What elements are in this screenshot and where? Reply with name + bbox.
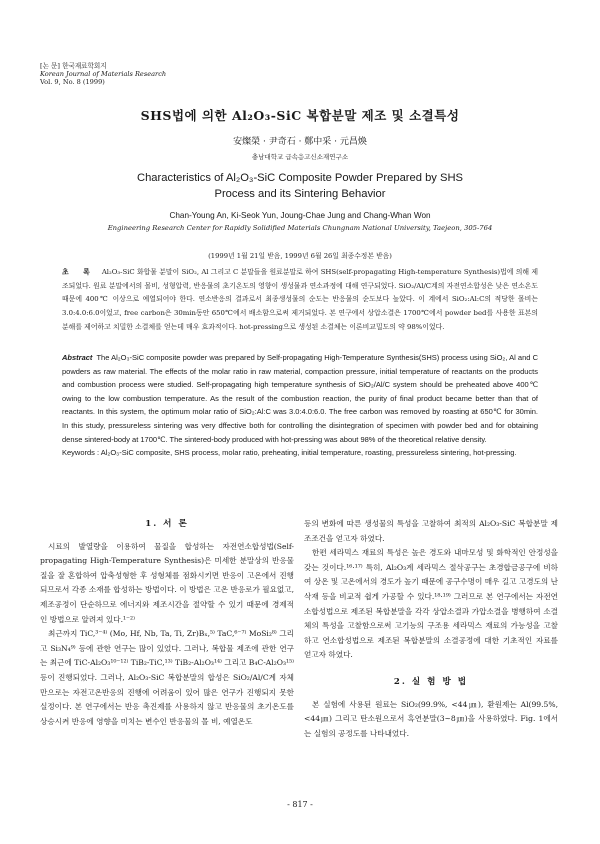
journal-header [40,62,166,87]
keywords: Keywords : Al₂O₃-SiC composite, SHS process, molar ratio, preheating, initial temperature, roasting, pressureless sintering, hot-pressing. [62,448,517,458]
abstract-english-label: Abstract [62,353,93,362]
title-english [0,170,600,202]
paragraph: 최근까지 TiC,³⁻⁴⁾ (Mo, Hf, Nb, Ta, Ti, Zr)Bₓ,⁵⁾ TaC,⁶⁻⁷⁾ MoSi₂⁸⁾ 그리고 Si₃N₄⁹⁾ 등에 관한 연구는 많이 있었다. 그러나, 복합물 제조에 관한 연구는 최근에 TiC-Al₂O₃¹⁰⁻¹²⁾ TiB₂-TiC,¹³⁾ TiB₂-Al₂O₃¹⁴⁾ 그리고 B₄C-Al₂O₃¹⁵⁾ 등이 진행되었다. 그러나, Al₂O₃-SiC 복합분말의 합성은 SiO₂/Al/C계 자체만으로는 자전고온반응의 진행에 어려움이 있어 많은 연구가 진행되지 못한 실정이다. 본 연구에서는 반응 촉진제를 사용하지 않고 반응물의 초기온도를 상승시켜 반응에 영향을 미치는 변수인 반응물의 몰 비, 예열온도 [40,629,294,726]
title-korean: SHS법에 의한 Al₂O₃-SiC 복합분말 제조 및 소결특성 [140,108,460,123]
authors-english: Chan-Young An, Ki-Seok Yun, Joung-Chae Jung and Chang-Whan Won [169,211,431,220]
abstract-korean-text: Al₂O₃-SiC 화합물 분말이 SiO₂, Al 그리고 C 분말들을 원료분말로 하여 SHS(self-propagating High-temperature Synthesis)법에 의해 제조되었다. 원료 분말에서의 몰비, 성형압력, 반응물의 초기온도의 영향이 생성물과 연소과정에 대해 연구되었다. SiO₂/Al/C계의 자전연소합성은 낮은 연소온도 때문에 400℃ 이상으로 예열되어야 한다. 연소반응의 결과로서 최종생성물의 순도는 반응물의 순도보다 높았다. 이 계에서 SiO₂:Al:C의 적당한 몰비는 3.0:4.0:6.0이었고, free carbon은 30min동안 650℃에서 배소함으로써 제거되었다. 본 연구에서 상압소결은 1700℃에서 powder bed를 사용한 표본의 분해를 제어하고 치밀한 소결체를 얻는데 매우 효과적이다. hot-pressing으로 생성된 소결체는 이론비교밀도의 약 98%이었다. [62,268,538,331]
abstract-korean [62,266,538,335]
paragraph: 등의 변화에 따른 생성물의 특성을 고찰하여 최적의 Al₂O₃-SiC 복합분말 제조조건을 얻고자 하였다. [304,519,558,543]
paragraph: 본 실험에 사용된 원료는 SiO₂(99.9%, <44㎛), 환원제는 Al(99.5%, <44㎛) 그리고 탄소원으로서 흑연분말(3~8㎛)을 사용하였다. Fig. 1에서는 실험의 공정도를 나타내었다. [304,699,558,738]
paragraph: 한편 세라믹스 재료의 특성은 높은 경도와 내마모성 및 화학적인 안정성을 갖는 것이다.¹⁶·¹⁷⁾ 특히, Al₂O₃계 세라믹스 절삭공구는 초경합금공구에 비하여 상온 및 고온에서의 경도가 높기 때문에 공구수명이 매우 길고 고경도의 난삭재 등을 비교적 쉽게 가공할 수 있다.¹⁸·¹⁹⁾ 그러므로 본 연구에서는 자전연소합성법으로 제조된 복합분말을 각각 상압소결과 가압소결을 병행하여 소결체의 특성을 고찰함으로써 고기능의 구조용 세라믹스 재료의 가능성을 고찰하고 연소합성법으로 제조된 복합분말의 소결공정에 대한 기초적인 자료를 얻고자 하였다. [304,548,558,660]
journal-header-line2: Korean Journal of Materials Research [40,70,167,79]
section-1-title: 1. 서 론 [145,519,189,529]
journal-header-line3: Vol. 9, No. 8 (1999) [40,78,105,87]
authors-korean: 安燦榮 · 尹奇石 · 鄭中采 · 元昌煥 [233,137,367,147]
affiliation-english: Engineering Research Center for Rapidly Solidified Materials Chungnam National University, Taejeon, 305-764 [107,224,493,232]
page-number: - 817 - [287,800,313,809]
title-english-line1: Characteristics of Al₂O₃-SiC Composite Powder Prepared by SHS [137,172,463,184]
column-right [304,517,558,741]
column-left [40,517,294,729]
abstract-korean-label: 초 록 [62,268,96,276]
abstract-english [62,351,538,460]
abstract-english-text: The Al₂O₃-SiC composite powder was prepared by Self-propagating High-Temperature Synthesis(SHS) process using SiO₂, Al and C powders as raw material. The effects of the molar ratio in raw material, compaction pressure, initial temperature of reactants on the products and combustion process were studied. Self-propagating high temperature synthesis of SiO₂/Al/C system should be preheated above 400℃ owing to the low combustion temperature. As the result of the combustion reaction, the purity of final product became better than that of reactants. In this system, the optimum molar ratio of SiO₂:Al:C was 3.0:4.0:6.0. The free carbon was removed by roasting at 650℃ for 30min. In this study, pressureless sintering was very dffective both for controlling the disintegration of specimen with powder bed and for obtaining dense sintered-body at 1700℃. The sintered-body produced with hot-pressing was about 98% of the theoretical relative density. [62,353,538,444]
affiliation-korean: 충남대학교 급속응고신소재연구소 [251,153,349,161]
received-dates: (1999년 1월 21일 받음, 1999년 6월 26일 최종수정본 받음) [208,252,392,260]
section-2-title: 2. 실 험 방 법 [393,676,469,687]
title-english-line2: Process and its Sintering Behavior [214,188,386,200]
paragraph: 시료의 발열량을 이용하여 물질을 합성하는 자전연소합성법(Self-propagating High-Temperature Synthesis)은 미세한 분말상의 반응물질을 잘 혼합하여 압축성형한 후 성형체를 점화시키면 반응이 고온에서 진행되므로서 각종 소재를 합성하는 방법이다. 이 방법은 고온 반응로가 필요없고, 제조공정이 단순하므로 에너지와 제조시간을 절약할 수 있기 때문에 경제적인 방법으로 알려져 있다.¹⁻²⁾ [40,541,294,624]
journal-header-line1: [논 문] 한국재료학회지 [40,62,107,70]
